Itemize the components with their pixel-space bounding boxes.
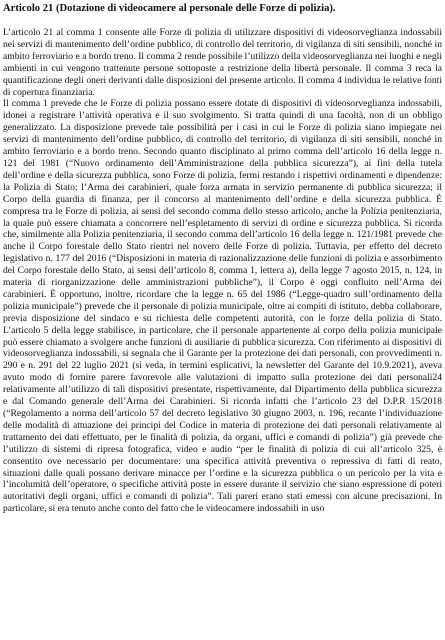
paragraph-summary: L’articolo 21 al comma 1 consente alle Forze di polizia di utilizzare dispositivi di videosorveglianza indossabili nei servizi di mantenimento dell’ordine pubblico, di controllo del territorio, di vigilanza di siti sensibili, nonché in ambito ferroviario e a bordo treno. Il comma 2 rende possibile l’utilizzo della videosorveglianza nei luoghi e negli ambienti in cui vengono trattenute persone sottoposte a restrizione della libertà personale. Il comma 3 reca la quantificazione degli oneri derivanti dalle disposizioni del presente articolo. Il comma 4 individua le relative fonti di copertura finanziaria.: [3, 27, 442, 98]
article-title: Articolo 21 (Dotazione di videocamere al personale delle Forze di polizia).: [3, 3, 336, 14]
paragraph-comma-1: Il comma 1 prevede che le Forze di polizia possano essere dotate di dispositivi di videosorveglianza indossabili, idonei a registrare l’attività operativa e il suo svolgimento. Si tratta quindi di una facoltà, non di un obbligo generalizzato. La disposizione prevede tale possibilità per i casi in cui le Forze di polizia siano impiegate nei servizi di mantenimento dell’ordine pubblico, di controllo del territorio, di vigilanza di siti sensibili, nonché in ambito ferroviario e a bordo treno. Secondo quanto disciplinato al primo comma dell’articolo 16 della legge n. 121 del 1981 (“Nuovo ordinamento dell’Amministrazione della pubblica sicurezza”), ai fini della tutela dell’ordine e della sicurezza pubblica, sono Forze di polizia, fermi restando i rispettivi ordinamenti e dipendenze: la Polizia di Stato; l’Arma dei carabinieri, quale forza armata in servizio permanente di pubblica sicurezza; il Corpo della guardia di finanza, per il concorso al mantenimento dell’ordine e della sicurezza pubblica. È compresa tra le Forze di polizia, ai sensi del secondo comma dello stesso articolo, anche la Polizia penitenziaria, la quale può essere chiamata a concorrere nell’espletamento di servizi di ordine e sicurezza pubblica. Si ricorda che, similmente alla Polizia penitenziaria, il secondo comma dell’articolo 16 della legge n. 121/1981 prevede che anche il Corpo forestale dello Stato rientri nel novero delle Forze di polizia. Tuttavia, per effetto del decreto legislativo n. 177 del 2016 (“Disposizioni in materia di razionalizzazione delle funzioni di polizia e assorbimento del Corpo forestale dello Stato, ai sensi dell’articolo 8, comma 1, lettera a), della legge 7 agosto 2015, n. 124, in materia di riorganizzazione delle amministrazioni pubbliche”), il Corpo è oggi confluito nell’Arma dei carabinieri. È opportuno, inoltre, ricordare che la legge n. 65 del 1986 (“Legge-quadro sull’ordinamento della polizia municipale”) prevede che il personale di polizia municipale, oltre ai compiti di istituto, debba collaborare, previa disposizione del sindaco e su richiesta delle competenti autorità, con le forze della polizia di Stato. L’articolo 5 della legge stabilisce, in particolare, che il personale appartenente al corpo della polizia municipale può essere chiamato a svolgere anche funzioni di ausiliarie di pubblica sicurezza. Con riferimento ai dispositivi di videosorveglianza indossabili, si segnala che il Garante per la protezione dei dati personali, con provvedimenti n. 290 e n. 291 del 22 luglio 2021 (si veda, in termini esplicativi, la newsletter del Garante del 10.9.2021), aveva avuto modo di fornire parere favorevole alle valutazioni di impatto sulla protezione dei dati personali24 relativamente all’utilizzo di tali dispositivi presentate, rispettivamente, dal Dipartimento della pubblica sicurezza e dal Comando generale dell’Arma dei Carabinieri. Si ricorda infatti che l’articolo 23 del D.P.R 15/2018 (“Regolamento a norma dell’articolo 57 del decreto legislativo 30 giugno 2003, n. 196, recante l’individuazione delle modalità di attuazione dei principi del Codice in materia di protezione dei dati personali relativamente al trattamento dei dati effettuato, per le finalità di polizia, da organi, uffici e comandi di polizia”) già prevede che l’utilizzo di sistemi di ripresa fotografica, video e audio “per le finalità di polizia di cui all’articolo 325, è consentito ove necessario per documentare: una specifica attività preventiva o repressiva di fatti di reato, situazioni dalle quali possano derivare minacce per l’ordine e la sicurezza pubblica o un pericolo per la vita e l’incolumità dell’operatore, o specifiche attività poste in essere durante il servizio che siano espressione di poteri autoritativi degli organi, uffici e comandi di polizia”. Tali pareri erano stati emessi con alcune precisazioni. In particolare, si era tenuto anche conto del fatto che le videocamere indossabili in uso: [3, 98, 442, 515]
